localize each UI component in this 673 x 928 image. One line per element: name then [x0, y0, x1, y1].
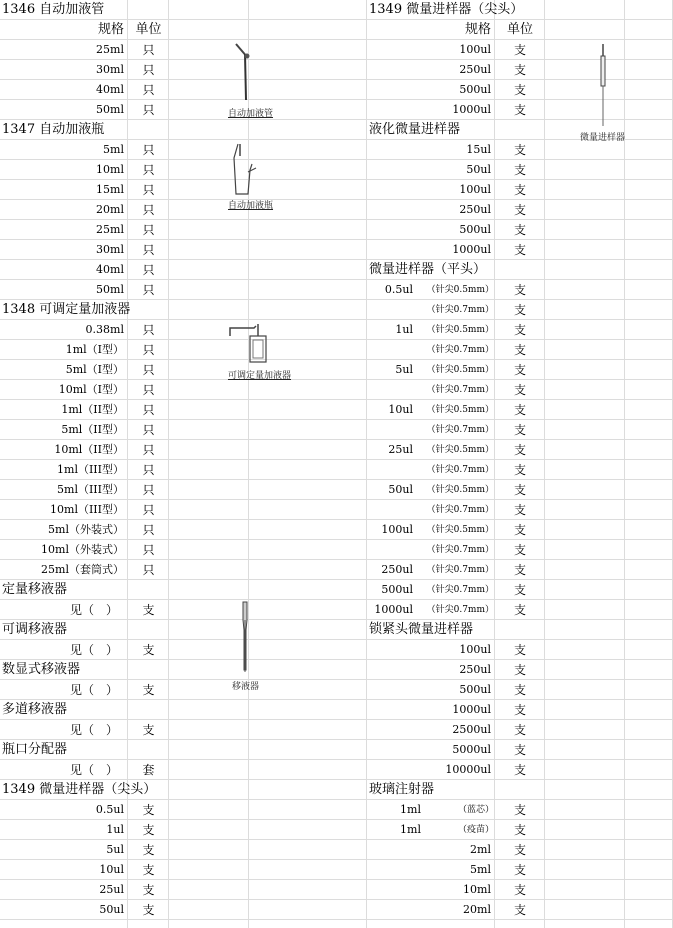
spec-cell: 20ml [463, 903, 491, 916]
unit-cell: 只 [142, 83, 155, 97]
spec-cell: 5ml（I型） [65, 363, 124, 376]
section-title: 锁紧头微量进样器 [369, 622, 474, 637]
unit-cell: 支 [142, 823, 155, 837]
spec-cell: 10ml（外装式） [41, 543, 124, 556]
unit-cell: 支 [513, 463, 526, 477]
spec-cell: 0.5ul [384, 283, 413, 296]
section-title: 可调移液器 [2, 622, 68, 637]
microsyringe-illustration [596, 42, 610, 128]
spec-cell: 见（ ） [69, 723, 118, 737]
spec-cell: 10ml [96, 163, 124, 176]
unit-cell: 只 [142, 63, 155, 77]
unit-cell: 支 [513, 83, 526, 97]
spec-cell: 25ml [96, 43, 124, 56]
caption-adjustable-dispenser: 可调定量加液器 [228, 371, 292, 381]
spec-note: （针尖0.7mm） [426, 605, 494, 615]
section-title: 液化微量进样器 [369, 122, 461, 137]
spec-cell: 5ul [106, 843, 124, 856]
section-title: 玻璃注射器 [369, 782, 435, 797]
unit-cell: 支 [513, 203, 526, 217]
unit-cell: 只 [142, 463, 155, 477]
spec-note: （针尖0.7mm） [426, 305, 494, 315]
spec-cell: 250ul [459, 63, 491, 76]
spec-note: （针尖0.5mm） [426, 405, 494, 415]
unit-cell: 支 [142, 863, 155, 877]
spec-note: （针尖0.7mm） [426, 505, 494, 515]
unit-cell: 支 [513, 663, 526, 677]
unit-cell: 只 [142, 483, 155, 497]
unit-cell: 只 [142, 243, 155, 257]
spec-cell: 250ul [459, 203, 491, 216]
header-spec: 规格 [464, 22, 491, 37]
unit-cell: 支 [513, 143, 526, 157]
unit-cell: 只 [142, 343, 155, 357]
spec-note: （针尖0.5mm） [426, 325, 494, 335]
unit-cell: 支 [513, 63, 526, 77]
unit-cell: 支 [513, 103, 526, 117]
section-title: 1347 自动加液瓶 [2, 122, 105, 137]
unit-cell: 只 [142, 383, 155, 397]
unit-cell: 支 [513, 823, 526, 837]
unit-cell: 支 [142, 883, 155, 897]
spec-cell: 250ul [459, 663, 491, 676]
spec-cell: 2ml [470, 843, 491, 856]
spec-cell: 500ul [459, 223, 491, 236]
unit-cell: 只 [142, 43, 155, 57]
spec-cell: 500ul [459, 83, 491, 96]
spec-cell [367, 380, 413, 400]
spec-cell: 5ml [470, 863, 491, 876]
spec-cell: 25ml [96, 223, 124, 236]
unit-cell: 支 [513, 363, 526, 377]
spec-cell: 30ml [96, 243, 124, 256]
unit-cell: 支 [142, 603, 155, 617]
unit-cell: 支 [142, 683, 155, 697]
spec-cell: 250ul [381, 563, 413, 576]
unit-cell: 只 [142, 503, 155, 517]
section-title: 数显式移液器 [2, 662, 81, 677]
unit-cell: 支 [513, 743, 526, 757]
pipette-illustration [236, 600, 254, 675]
unit-cell: 支 [513, 183, 526, 197]
caption-auto-dispensing-bottle: 自动加液瓶 [228, 201, 274, 211]
spec-note: （针尖0.7mm） [426, 545, 494, 555]
spec-cell: 见（ ） [69, 643, 118, 657]
spec-cell: 10ul [388, 403, 413, 416]
unit-cell: 支 [513, 163, 526, 177]
section-title: 1348 可调定量加液器 [2, 302, 131, 317]
spec-cell: 50ul [388, 483, 413, 496]
spec-note: （针尖0.5mm） [426, 285, 494, 295]
unit-cell: 只 [142, 443, 155, 457]
spec-cell [367, 540, 413, 560]
spec-note: （针尖0.7mm） [426, 385, 494, 395]
unit-cell: 只 [142, 163, 155, 177]
spec-cell: 50ml [96, 283, 124, 296]
unit-cell: 支 [142, 903, 155, 917]
unit-cell: 支 [513, 243, 526, 257]
spec-cell: 100ul [459, 643, 491, 656]
spec-note: （蓝芯） [457, 805, 494, 815]
spec-note: （针尖0.7mm） [426, 425, 494, 435]
spec-cell: 10ml（III型） [50, 503, 124, 516]
unit-cell: 支 [513, 763, 526, 777]
spec-cell: 50ul [466, 163, 491, 176]
header-unit: 单位 [135, 22, 162, 37]
spec-cell: 1ul [395, 323, 413, 336]
unit-cell: 只 [142, 223, 155, 237]
spec-cell: 1ml（III型） [57, 463, 124, 476]
spec-cell: 1ml（II型） [61, 403, 124, 416]
spec-cell: 0.5ul [95, 803, 124, 816]
section-title: 瓶口分配器 [2, 742, 68, 757]
unit-cell: 支 [513, 863, 526, 877]
spec-cell [367, 340, 413, 360]
unit-cell: 支 [513, 903, 526, 917]
section-title: 微量进样器（平头） [369, 262, 487, 277]
header-unit: 单位 [506, 22, 533, 37]
spec-cell: 5ml（外装式） [48, 523, 124, 536]
spec-cell: 2500ul [452, 723, 491, 736]
unit-cell: 支 [513, 283, 526, 297]
unit-cell: 支 [513, 843, 526, 857]
section-title: 定量移液器 [2, 582, 68, 597]
spec-cell: 5ml（II型） [61, 423, 124, 436]
spec-cell: 5000ul [452, 743, 491, 756]
section-title: 1349 微量进样器（尖头） [2, 782, 157, 797]
unit-cell: 支 [513, 403, 526, 417]
spec-cell [367, 300, 413, 320]
spec-cell: 20ml [96, 203, 124, 216]
spec-cell: 10000ul [445, 763, 491, 776]
unit-cell: 套 [142, 763, 155, 777]
spec-note: （针尖0.7mm） [426, 585, 494, 595]
spec-cell: 5ul [395, 363, 413, 376]
unit-cell: 支 [513, 703, 526, 717]
unit-cell: 只 [142, 103, 155, 117]
unit-cell: 只 [142, 283, 155, 297]
unit-cell: 只 [142, 183, 155, 197]
header-spec: 规格 [97, 22, 124, 37]
unit-cell: 支 [142, 723, 155, 737]
unit-cell: 只 [142, 523, 155, 537]
unit-cell: 支 [513, 483, 526, 497]
spec-cell: 25ml（套筒式） [41, 563, 124, 576]
unit-cell: 支 [513, 343, 526, 357]
spec-cell: 1000ul [374, 603, 413, 616]
unit-cell: 支 [513, 803, 526, 817]
unit-cell: 只 [142, 423, 155, 437]
spec-cell: 100ul [459, 183, 491, 196]
spec-cell [367, 500, 413, 520]
unit-cell: 支 [142, 803, 155, 817]
dispenser-illustration [226, 322, 268, 368]
unit-cell: 支 [513, 583, 526, 597]
burette-tube-illustration [228, 40, 258, 105]
unit-cell: 只 [142, 263, 155, 277]
spec-cell: 见（ ） [69, 603, 118, 617]
unit-cell: 支 [513, 603, 526, 617]
spec-cell: 1ml [400, 803, 421, 816]
caption-microsyringe: 微量进样器 [580, 133, 626, 143]
spec-note: （针尖0.7mm） [426, 345, 494, 355]
unit-cell: 支 [513, 323, 526, 337]
spec-cell: 15ul [466, 143, 491, 156]
unit-cell: 支 [513, 503, 526, 517]
unit-cell: 只 [142, 143, 155, 157]
spec-note: （针尖0.7mm） [426, 565, 494, 575]
unit-cell: 只 [142, 543, 155, 557]
unit-cell: 支 [142, 643, 155, 657]
section-title: 1346 自动加液管 [2, 2, 105, 17]
spec-cell: 25ul [99, 883, 124, 896]
spec-cell: 100ul [459, 43, 491, 56]
unit-cell: 支 [513, 383, 526, 397]
spec-cell: 15ml [96, 183, 124, 196]
spec-cell: 1ml（I型） [65, 343, 124, 356]
unit-cell: 只 [142, 403, 155, 417]
caption-auto-pipette-tube: 自动加液管 [228, 109, 274, 119]
spec-cell: 25ul [388, 443, 413, 456]
spec-cell: 50ml [96, 103, 124, 116]
spec-note: （针尖0.5mm） [426, 445, 494, 455]
spec-cell: 见（ ） [69, 683, 118, 697]
spec-cell: 10ml（II型） [54, 443, 124, 456]
spec-note: （针尖0.5mm） [426, 525, 494, 535]
spec-cell: 1000ul [452, 703, 491, 716]
spec-cell: 40ml [96, 263, 124, 276]
spec-cell: 10ul [99, 863, 124, 876]
unit-cell: 只 [142, 323, 155, 337]
section-title: 1349 微量进样器（尖头） [369, 2, 524, 17]
spec-cell: 1ul [106, 823, 124, 836]
unit-cell: 只 [142, 203, 155, 217]
spec-cell: 100ul [381, 523, 413, 536]
unit-cell: 支 [513, 43, 526, 57]
unit-cell: 支 [513, 443, 526, 457]
spec-cell: 50ul [99, 903, 124, 916]
spec-cell: 5ml（III型） [57, 483, 124, 496]
dispensing-bottle-illustration [230, 142, 260, 198]
spec-cell: 30ml [96, 63, 124, 76]
spec-cell [367, 460, 413, 480]
spec-note: （针尖0.5mm） [426, 485, 494, 495]
spec-cell: 1000ul [452, 243, 491, 256]
unit-cell: 只 [142, 563, 155, 577]
section-title: 多道移液器 [2, 702, 68, 717]
spec-cell: 0.38ml [85, 323, 124, 336]
spec-cell: 1000ul [452, 103, 491, 116]
spec-note: （针尖0.5mm） [426, 365, 494, 375]
unit-cell: 支 [513, 523, 526, 537]
spec-cell: 5ml [103, 143, 124, 156]
unit-cell: 支 [513, 303, 526, 317]
spec-note: （针尖0.7mm） [426, 465, 494, 475]
spec-cell: 10ml（I型） [58, 383, 124, 396]
spec-cell: 500ul [459, 683, 491, 696]
unit-cell: 支 [513, 723, 526, 737]
unit-cell: 支 [513, 563, 526, 577]
spec-cell: 见（ ） [69, 763, 118, 777]
unit-cell: 只 [142, 363, 155, 377]
unit-cell: 支 [513, 883, 526, 897]
unit-cell: 支 [513, 643, 526, 657]
spec-cell [367, 420, 413, 440]
unit-cell: 支 [513, 683, 526, 697]
spec-cell: 40ml [96, 83, 124, 96]
unit-cell: 支 [142, 843, 155, 857]
spec-cell: 500ul [381, 583, 413, 596]
caption-pipette: 移液器 [232, 682, 260, 692]
spec-cell: 10ml [463, 883, 491, 896]
unit-cell: 支 [513, 543, 526, 557]
unit-cell: 支 [513, 223, 526, 237]
unit-cell: 支 [513, 423, 526, 437]
spec-cell: 1ml [400, 823, 421, 836]
spec-note: （疫苗） [457, 825, 494, 835]
